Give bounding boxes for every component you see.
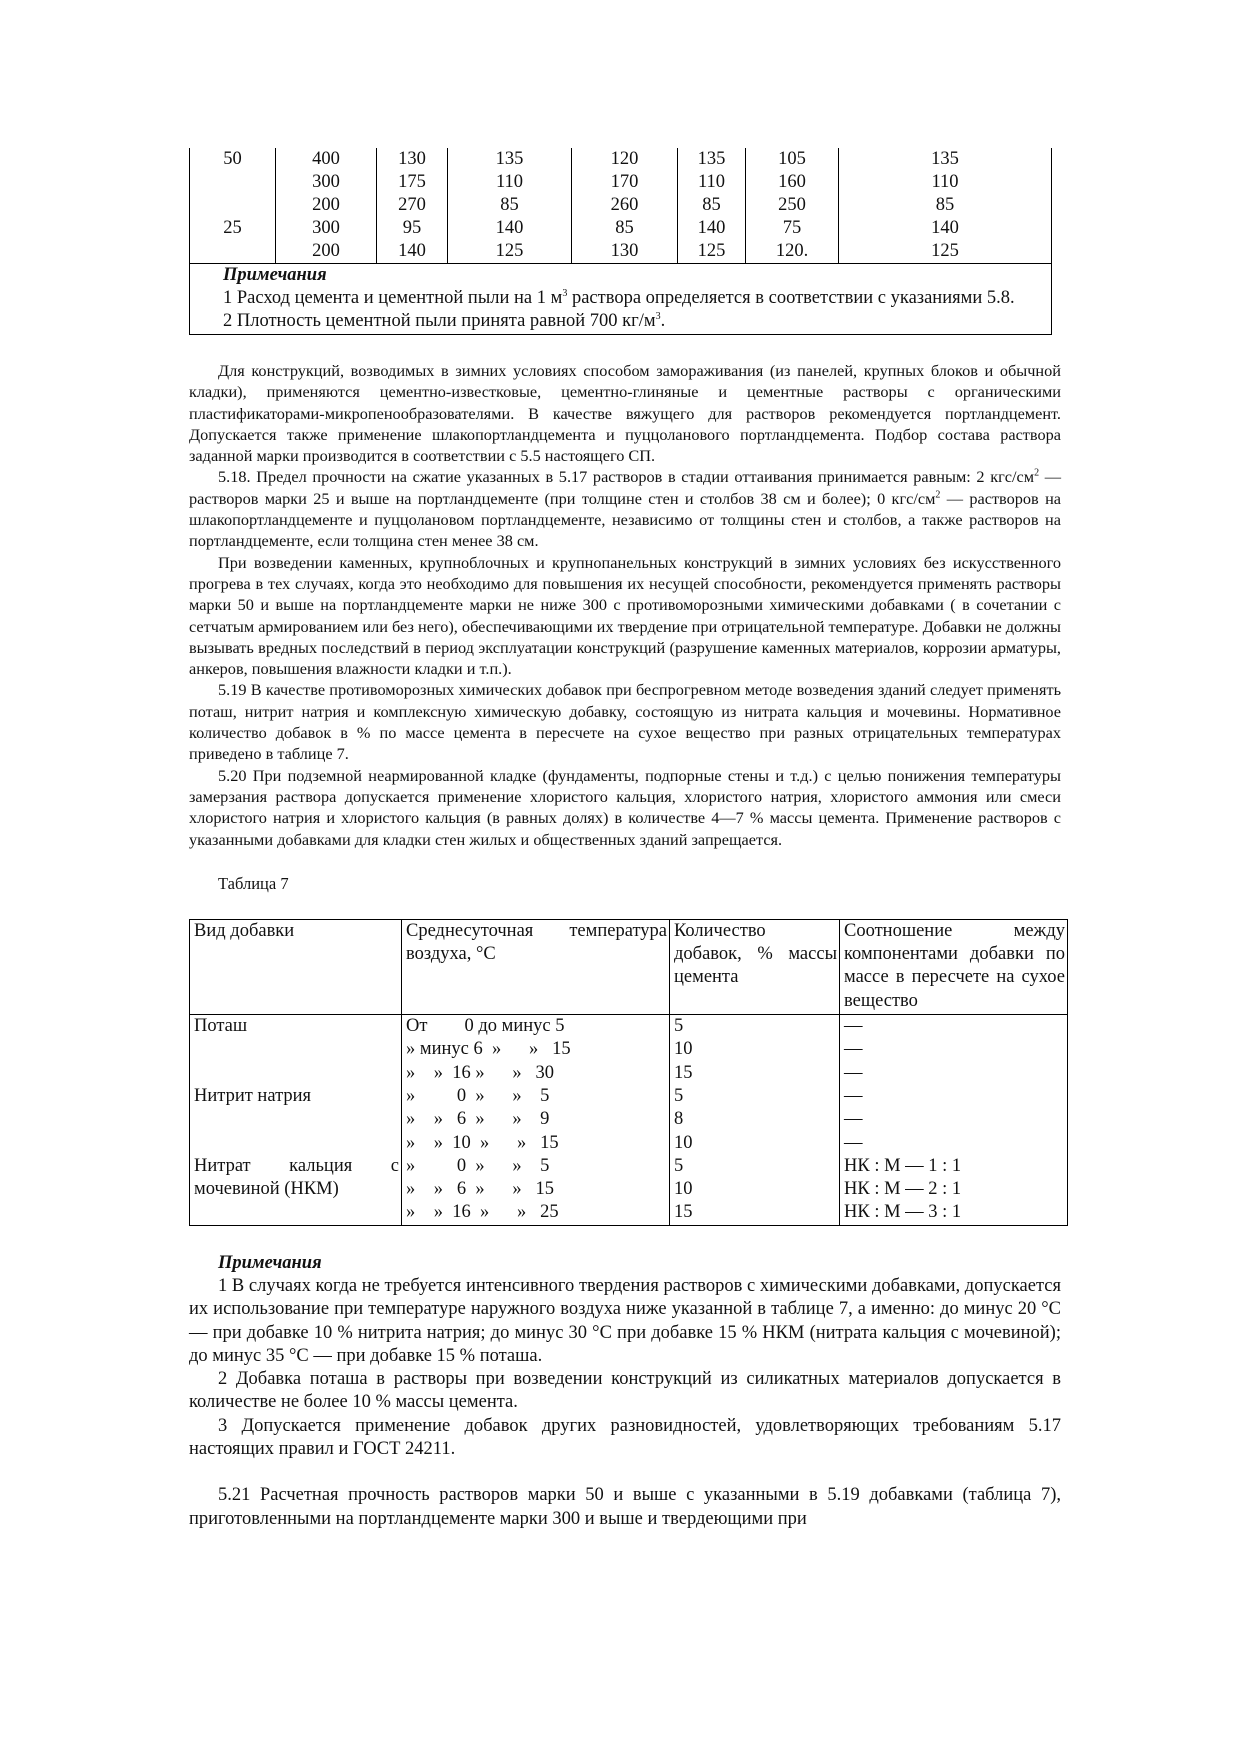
table-cell: 300	[276, 171, 377, 194]
table-7-header-row	[190, 919, 1068, 1014]
table-row	[190, 194, 1052, 217]
table-cell: —	[840, 1132, 1068, 1155]
table-cell: 175	[377, 171, 448, 194]
note-item: 2 Добавка поташа в растворы при возведении конструкций из силикатных материалов допускается в количестве не более 10 % массы цемента.	[189, 1369, 1061, 1413]
note-item: 3 Допускается применение добавок других разновидностей, удовлетворяющих требованиям 5.17 настоящих правил и ГОСТ 24211.	[189, 1415, 1061, 1460]
table-cell: НК : М — 1 : 1	[840, 1155, 1068, 1178]
table-cell: 130	[377, 148, 448, 171]
table-cell: —	[840, 1108, 1068, 1131]
table-row	[190, 1178, 1068, 1201]
table-row	[190, 148, 1052, 171]
table-cell: Нитрит натрия	[190, 1085, 402, 1108]
table-cell: 110	[448, 171, 572, 194]
table-6-notes-title: Примечания	[223, 265, 327, 285]
table-cell: 270	[377, 194, 448, 217]
table-cell: 15	[670, 1201, 840, 1225]
table-cell: 10	[670, 1132, 840, 1155]
table-cell: 300	[276, 217, 377, 240]
table-row	[190, 1085, 1068, 1108]
table-cell: 50	[190, 148, 276, 171]
table-cell: мочевиной (НКМ)	[190, 1178, 402, 1201]
notes-title: Примечания	[218, 1252, 322, 1273]
paragraph-5-20: 5.20 При подземной неармированной кладке (фундаменты, подпорные стены и т.д.) с целью понижения температуры замерзания раствора допускается применение хлористого кальция, хлористого натрия, хлористого аммония или смеси хлористого натрия и хлористого кальция (в равных долях) в количестве 4—7 % массы цемента. Применение растворов с указанными добавками для кладки стен жилых и общественных зданий запрещается.	[189, 765, 1061, 849]
paragraph: При возведении каменных, крупноблочных и крупнопанельных конструкций в зимних условиях без искусственного прогрева в тех случаях, когда это необходимо для повышения их несущей способности, рекомендуется применять растворы марки 50 и выше на портландцементе марки не ниже 300 с противоморозными химическими добавками ( в сочетании с сетчатым армированием или без него), обеспечивающими их твердение при отрицательной температуре. Добавки не должны вызывать вредных последствий в период эксплуатации конструкций (разрушение каменных материалов, коррозии арматуры, анкеров, повышения влажности кладки и т.п.).	[189, 552, 1061, 679]
table-cell: 200	[276, 240, 377, 264]
paragraph-5-19: 5.19 В качестве противоморозных химических добавок при беспрогревном методе возведения зданий следует применять поташ, нитрит натрия и комплексную химическую добавку, состоящую из нитрата кальция и мочевины. Нормативное количество добавок в % по массе цемента в пересчете на сухое вещество при разных отрицательных температурах приведено в таблице 7.	[189, 680, 1061, 764]
table-7-header-cell: Соотношение между компонентами добавки по массе в пересчете на сухое вещество	[840, 919, 1068, 1014]
table-cell: НК : М — 3 : 1	[840, 1201, 1068, 1225]
table-cell: —	[840, 1015, 1068, 1039]
table-cell: 85	[839, 194, 1052, 217]
table-row	[190, 240, 1052, 264]
table-cell: 125	[839, 240, 1052, 264]
table-cell: 160	[746, 171, 839, 194]
table-cell	[190, 194, 276, 217]
paragraph: Для конструкций, возводимых в зимних условиях способом замораживания (из панелей, крупных блоков и обычной кладки), применяются цементно-известковые, цементно-глиняные и цементные растворы с органическими пластификаторами-микропенообразователями. В качестве вяжущего для растворов рекомендуется портландцемент. Допускается также применение шлакопортландцемента и пуццоланового портландцемента. Подбор состава раствора заданной марки производится в соответствии с 5.5 настоящего СП.	[189, 361, 1061, 466]
table-row	[190, 1108, 1068, 1131]
table-cell: 5	[670, 1155, 840, 1178]
table-row	[190, 217, 1052, 240]
table-cell: 5	[670, 1085, 840, 1108]
table-cell: 250	[746, 194, 839, 217]
table-cell: 8	[670, 1108, 840, 1131]
paragraph-5-21: 5.21 Расчетная прочность растворов марки 50 и выше с указанными в 5.19 добавками (таблица 7), приготовленными на портландцементе марки 300 и выше и твердеющими при	[189, 1485, 1061, 1529]
table-cell: 260	[572, 194, 678, 217]
table-cell: —	[840, 1062, 1068, 1085]
table-cell: 5	[670, 1015, 840, 1039]
table-cell: 105	[746, 148, 839, 171]
table-cell: 75	[746, 217, 839, 240]
table-7-header-cell: Вид добавки	[190, 919, 402, 1014]
table-cell: » » 10 » » 15	[402, 1132, 670, 1155]
table-cell: » » 16 » » 30	[402, 1062, 670, 1085]
table-cell: 170	[572, 171, 678, 194]
table-cell: 140	[839, 217, 1052, 240]
table-cell: 85	[572, 217, 678, 240]
table-cell: 85	[678, 194, 746, 217]
table-cell	[190, 1062, 402, 1085]
table-row	[190, 1155, 1068, 1178]
table-7-header-cell: Среднесуточная температура воздуха, °С	[402, 919, 670, 1014]
table-cell: » » 6 » » 15	[402, 1178, 670, 1201]
table-row	[190, 1201, 1068, 1225]
table-cell: 85	[448, 194, 572, 217]
table-7-caption: Таблица 7	[218, 873, 289, 893]
table-6-note-1: 1 Расход цемента и цементной пыли на 1 $м^3$ раствора определяется в соответствии с указаниями 5.8.	[223, 287, 1015, 308]
table-cell	[190, 1108, 402, 1131]
table-cell: 135	[448, 148, 572, 171]
table-cell: 135	[839, 148, 1052, 171]
table-cell: 140	[678, 217, 746, 240]
table-6-notes-row	[190, 264, 1052, 335]
table-row	[190, 1015, 1068, 1039]
table-cell: Поташ	[190, 1015, 402, 1039]
table-6-note-2: 2 Плотность цементной пыли принята равной 700 $кг/м^3$.	[223, 310, 666, 331]
table-cell: » » 6 » » 9	[402, 1108, 670, 1131]
table-cell: 135	[678, 148, 746, 171]
table-cell: 125	[678, 240, 746, 264]
table-cell: От 0 до минус 5	[402, 1015, 670, 1039]
table-row	[190, 1038, 1068, 1061]
table-cell: —	[840, 1038, 1068, 1061]
table-cell: 140	[377, 240, 448, 264]
table-cell: 15	[670, 1062, 840, 1085]
table-cell: —	[840, 1085, 1068, 1108]
table-cell: 95	[377, 217, 448, 240]
table-cell: » 0 » » 5	[402, 1085, 670, 1108]
table-row	[190, 1062, 1068, 1085]
table-row	[190, 1132, 1068, 1155]
table-cell: » минус 6 » » 15	[402, 1038, 670, 1061]
document-page	[189, 148, 1065, 1531]
table-cell: 110	[678, 171, 746, 194]
table-cell	[190, 1038, 402, 1061]
table-7-notes	[189, 1252, 1061, 1462]
note-item: 1 В случаях когда не требуется интенсивного твердения растворов с химическими добавками, допускается их использование при температуре наружного воздуха ниже указанной в таблице 7, а именно: до минус 20 °С — при добавке 10 % нитрита натрия; до минус 30 °С при добавке 15 % НКМ (нитрата кальция с мочевиной); до минус 35 °С — при добавке 15 % поташа.	[189, 1275, 1061, 1366]
table-cell: 140	[448, 217, 572, 240]
body-text	[189, 360, 1061, 850]
table-6-continuation	[189, 148, 1052, 335]
table-cell: НК : М — 2 : 1	[840, 1178, 1068, 1201]
table-7	[189, 919, 1068, 1226]
table-cell: 110	[839, 171, 1052, 194]
table-cell: 120.	[746, 240, 839, 264]
table-cell: » 0 » » 5	[402, 1155, 670, 1178]
table-cell: 125	[448, 240, 572, 264]
table-cell	[190, 240, 276, 264]
table-cell: 200	[276, 194, 377, 217]
table-cell: 10	[670, 1038, 840, 1061]
table-cell	[190, 1132, 402, 1155]
table-cell	[190, 171, 276, 194]
table-cell: Нитрат кальция с	[190, 1155, 402, 1178]
table-cell	[190, 1201, 402, 1225]
paragraph-5-18: 5.18. Предел прочности на сжатие указанных в 5.17 растворов в стадии оттаивания принимается равным: 2 кгс/$см^2$ — растворов марки 25 и выше на портландцементе (при толщине стен и столбов 38 см и более); 0 кгс/$см^2$ — растворов на шлакопортландцементе и пуццолановом портландцементе, независимо от толщины стен и столбов, а также растворов на портландцементе, если толщина стен менее 38 см.	[189, 467, 1062, 551]
table-cell: 120	[572, 148, 678, 171]
table-cell: » » 16 » » 25	[402, 1201, 670, 1225]
table-row	[190, 171, 1052, 194]
table-cell: 10	[670, 1178, 840, 1201]
table-7-header-cell: Количество добавок, % массы цемента	[670, 919, 840, 1014]
table-cell: 130	[572, 240, 678, 264]
table-cell: 400	[276, 148, 377, 171]
table-cell: 25	[190, 217, 276, 240]
